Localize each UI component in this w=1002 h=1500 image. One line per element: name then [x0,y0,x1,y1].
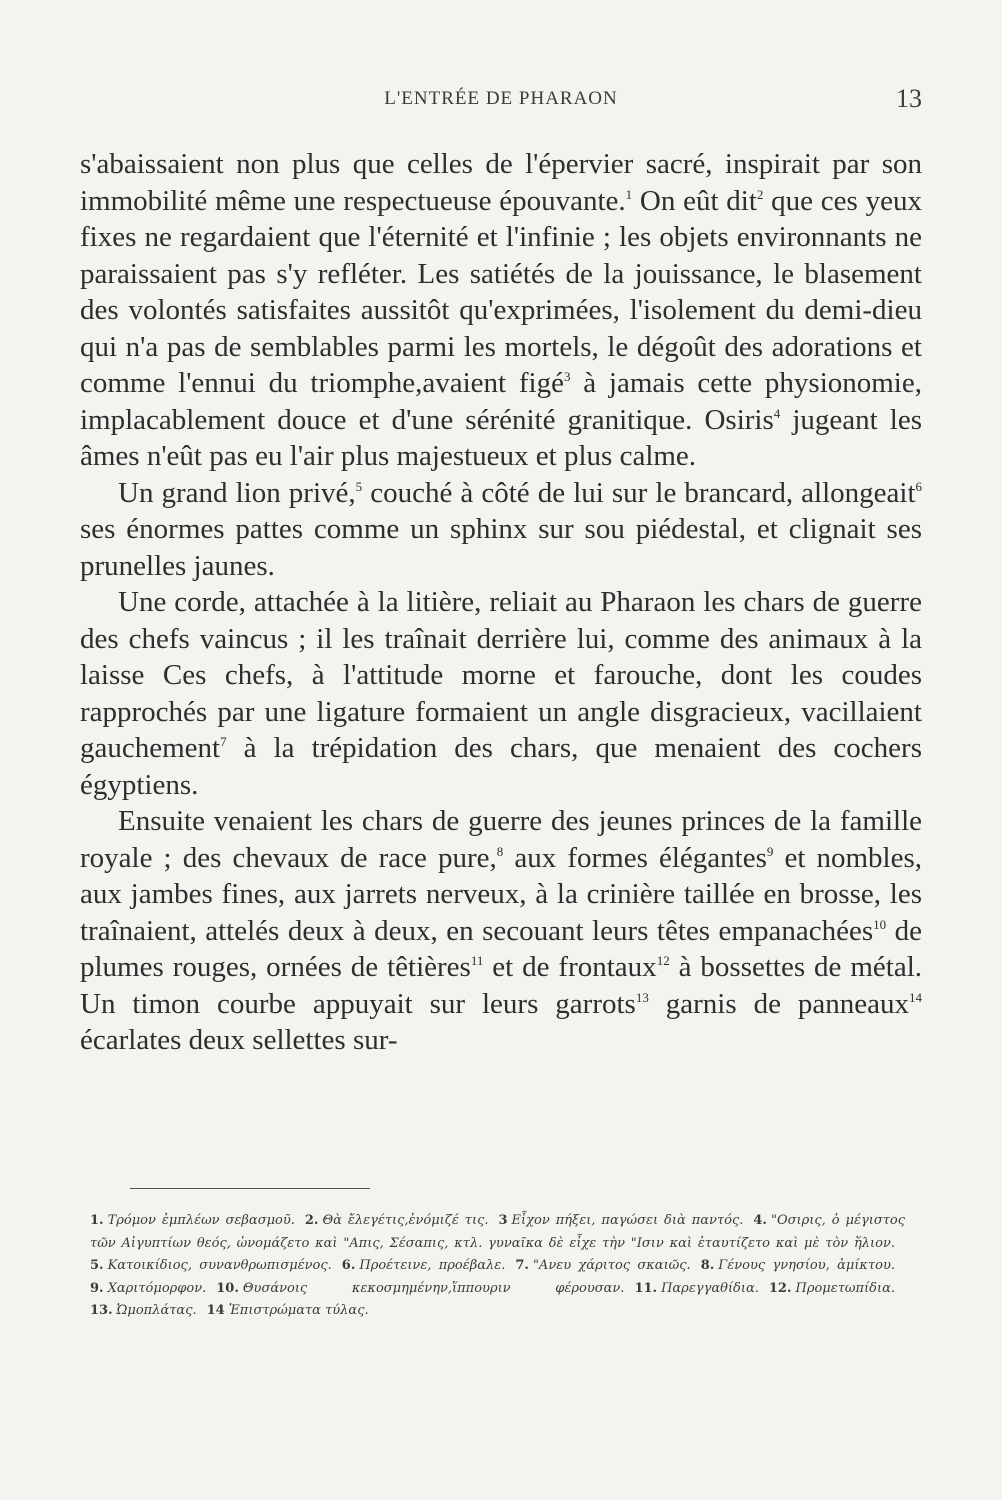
footnote-number: 10. [216,1280,239,1296]
main-text [80,146,922,1059]
footnotes [90,1210,905,1323]
footnote-text: Προμετωπίδια. [795,1280,895,1296]
footnote-number: 5. [90,1258,104,1273]
footnote-rule [130,1188,370,1189]
footnote-number: 7. [515,1258,529,1273]
footnote-number: 13. [90,1303,113,1318]
running-head [80,84,922,118]
text-run: Un grand lion privé, [118,476,356,509]
footnote-text: Εἶχον πήξει, παγώσει διὰ παντός. [511,1213,744,1228]
footnote-item [90,1303,197,1318]
text-run: aux formes élégantes [503,841,767,874]
text-run: garnis de panneaux [648,987,910,1020]
footnote-item [90,1258,332,1273]
text-run: couché à côté de lui sur le brancard, allongeait [362,476,916,509]
footnote-marker: 1 [625,186,633,202]
paragraph [80,146,922,475]
footnote-item [207,1303,369,1318]
footnote-text: "Ανευ χάριτος σκαιῶς. [532,1258,691,1273]
footnote-item [634,1281,758,1296]
footnote-item [90,1213,295,1228]
footnote-item [90,1281,206,1296]
footnote-marker: 7 [220,734,227,749]
text-run: de plumes rouges, ornées de têtières [80,914,922,983]
footnote-marker: 3 [563,369,571,384]
text-run: jugeant les âmes n'eût pas eu l'air plus majestueux et plus calme. [80,403,923,472]
footnote-marker: 14 [909,989,923,1005]
text-run: et de frontaux [483,951,657,983]
footnote-number: 2. [304,1213,319,1228]
footnote-text: Θὰ ἔλεγέτις,ἐνόμιζέ τις. [322,1213,489,1228]
footnote-number: 4. [753,1213,767,1228]
footnote-item [305,1213,489,1228]
text-run: Une corde, attachée à la litière, reliait au Pharaon les chars de guerre des chefs vaincus ; il les traînait derrière lui, comme des animaux à la laisse Ces chefs, à l'attitude morne et farouche, dont les coudes rapprochés par une ligature formaient un angle disgracieux, vacillaient gauchement [80,586,922,764]
text-run: Ensuite venaient les chars de guerre des jeunes princes de la famille royale ; des chevaux de race pure, [80,805,922,874]
text-run: On eût dit [632,184,757,217]
footnote-marker: 10 [873,916,887,932]
paragraph [80,803,922,1059]
text-run: que ces yeux fixes ne regardaient que l'éternité et l'infinie ; les objets environnants ne paraissaient pas s'y refléter. Les satiétés de la jouissance, le blasement des volontés satisfaites aussitôt qu'exprimées, l'isolement du demi-dieu qui n'a pas de semblables parmi les mortels, le dégoût des adorations et comme l'ennui du triomphe,avaient figé [80,184,922,399]
footnote-number: 9. [90,1280,104,1296]
footnote-number: 12. [768,1280,792,1296]
footnote-marker: 2 [756,186,764,202]
paragraph [80,584,922,803]
page-number: 13 [896,84,922,113]
footnote-marker: 12 [656,953,670,968]
text-run: écarlates deux sellettes sur- [80,1024,398,1056]
footnote-marker: 6 [915,478,923,494]
footnote-number: 6. [341,1258,356,1273]
footnote-text: Ὠμοπλάτας. [116,1303,197,1318]
footnote-number: 1. [90,1213,104,1228]
paragraph [80,475,922,585]
footnote-marker: 5 [355,478,363,494]
footnote-item [769,1281,895,1296]
footnote-text: Κατοικίδιος, συνανθρωπισμένος. [107,1258,332,1273]
footnote-text: "Οσιρις, ὁ μέγιστος τῶν Αἰγυπτίων θεός, ὠνομάζετο καὶ "Απις, Σέσαπις, κτλ. γυναῖκα δὲ εἶχε τὴν "Ισιν καὶ ἐταυτίζετο καὶ μὲ τὸν ἥλιον. [90,1213,905,1251]
footnote-marker: 13 [635,989,649,1005]
text-run: à bossettes de métal. Un timon courbe appuyait sur leurs garrots [80,951,923,1020]
text-run: et nombles, aux jambes fines, aux jarrets nerveux, à la crinière taillée en brosse, les traînaient, attelés deux à deux, en secouant leurs têtes empanachées [80,841,922,947]
footnote-number: 8. [700,1258,715,1273]
footnote-number: 11. [634,1280,658,1296]
footnote-number: 14 [206,1303,225,1318]
footnote-text: Τρόμον ἐμπλέων σεβασμοῦ. [107,1213,295,1228]
footnote-item [216,1281,624,1296]
text-run: à jamais cette physionomie, implacablement douce et d'une sérénité granitique. Osiris [80,367,922,436]
text-run: ses énormes pattes comme un sphinx sur sou piédestal, et clignait ses prunelles jaunes. [80,513,922,582]
footnote-item [701,1258,895,1273]
footnote-item [515,1258,690,1273]
text-run: à la trépidation des chars, que menaient des cochers égyptiens. [80,732,922,801]
footnote-item [499,1213,744,1228]
text-run: s'abaissaient non plus que celles de l'épervier sacré, inspirait par son immobilité même une respectueuse épouvante. [80,148,922,217]
footnote-text: Χαριτόμορφον. [107,1280,207,1296]
footnote-marker: 9 [766,843,774,859]
running-title: L'ENTRÉE DE PHARAON [384,88,618,109]
footnote-text: Παρεγγαθίδια. [661,1280,759,1296]
footnote-marker: 4 [773,405,781,421]
footnote-marker: 8 [496,843,504,859]
footnote-item [342,1258,506,1273]
footnote-marker: 11 [470,953,484,968]
footnote-text: Προέτεινε, προέβαλε. [359,1258,506,1273]
footnote-number: 3 [498,1213,508,1228]
footnote-text: Γένους γνησίου, ἀμίκτου. [718,1258,895,1273]
footnote-text: Ἐπιστρώματα τύλας. [228,1303,369,1318]
footnote-text: Θυσάνοις κεκοσμημένην,ἵππουριν φέρουσαν. [242,1280,625,1296]
